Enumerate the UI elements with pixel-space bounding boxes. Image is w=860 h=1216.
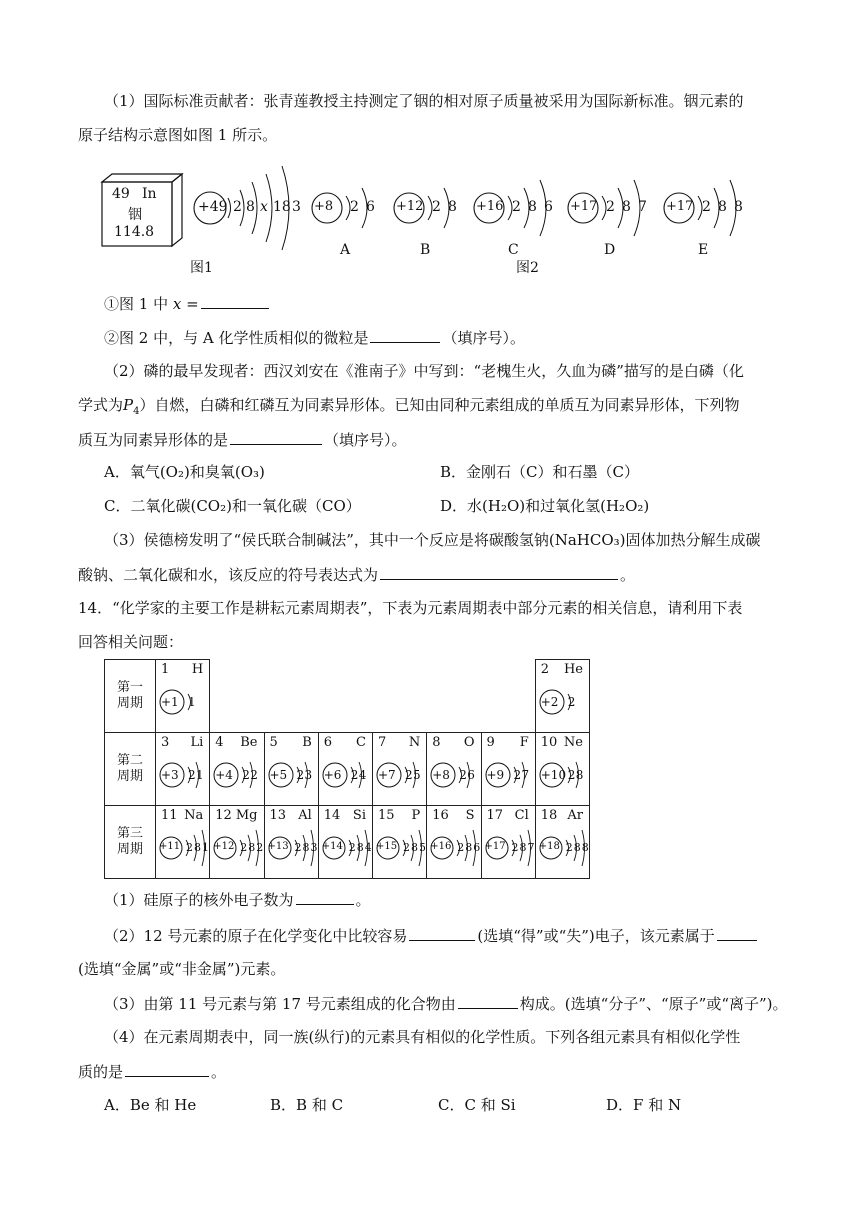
shell-electrons: 2	[348, 841, 356, 854]
atomic-number: 4	[215, 735, 224, 750]
element-symbol: Li	[190, 735, 204, 750]
atomic-number: 1	[161, 662, 170, 677]
element-symbol: C	[356, 735, 366, 750]
atomic-number: 12	[215, 808, 232, 823]
figure-1-label: 图1	[190, 260, 213, 276]
nucleus-charge: +5	[269, 768, 288, 782]
nucleus-charge: +2	[540, 695, 559, 709]
element-cell-al	[264, 806, 318, 879]
element-symbol: P	[411, 808, 421, 823]
atom-diagram-b	[392, 170, 484, 246]
element-symbol: Mg	[235, 808, 258, 823]
shell-electrons: 2	[512, 199, 521, 215]
element-symbol: N	[408, 735, 421, 750]
shell-electrons: 2	[242, 768, 250, 782]
element-cell-o	[427, 733, 481, 806]
shell-electrons: 3	[304, 768, 313, 782]
indium-number: 49	[112, 186, 130, 202]
nucleus-charge: +16	[476, 199, 504, 214]
answer-blank-si-electrons[interactable]	[296, 889, 354, 905]
atomic-number: 5	[269, 735, 278, 750]
nucleus-charge: +8	[432, 768, 450, 782]
shell-electrons: 2	[565, 841, 573, 854]
shell-electrons: 4	[358, 768, 367, 782]
element-symbol: S	[465, 808, 475, 823]
q13-p2-line2: 学式为$P_4$）自燃，白磷和红磷互为同素异形体。已知由同种元素组成的单质互为同素异形体，下列物	[78, 396, 740, 417]
q13-p1-line1: （1）国际标准贡献者：张青莲教授主持测定了铟的相对原子质量被采用为国际新标准。铟元素的	[104, 92, 744, 110]
element-symbol: He	[563, 662, 583, 677]
nucleus-charge: +3	[161, 768, 179, 782]
indium-name: 铟	[128, 207, 142, 223]
atomic-number: 13	[269, 808, 287, 823]
atomic-number: 2	[540, 662, 550, 677]
shell-electrons: 2	[702, 199, 711, 215]
q13-p2-line3: 质互为同素异形体的是 （填序号）。	[78, 431, 407, 449]
shell-electrons: 2	[432, 199, 441, 215]
element-cell-b	[264, 733, 318, 806]
atomic-number: 8	[432, 735, 441, 750]
element-cell-si	[318, 806, 372, 879]
indium-shell-3: x	[260, 199, 268, 215]
element-cell-s	[427, 806, 481, 879]
shell-electrons: 2	[240, 841, 248, 854]
q13-option-c[interactable]: C．二氧化碳(CO₂)和一氧化碳（CO）	[104, 497, 361, 515]
shell-electrons: 2	[567, 768, 576, 782]
shell-electrons: 7	[527, 841, 535, 854]
atomic-number: 18	[540, 808, 558, 823]
nucleus-charge: +18	[538, 841, 560, 852]
indium-element-box	[100, 172, 184, 248]
atom-diagram-e	[662, 170, 770, 246]
shell-electrons: 6	[473, 841, 481, 854]
shell-electrons: 2	[405, 768, 413, 782]
nucleus-charge: +15	[376, 841, 398, 852]
shell-electrons: 7	[638, 199, 647, 215]
nucleus-charge: +13	[267, 841, 289, 852]
option-label-e: E	[698, 242, 709, 258]
q14-option-c[interactable]: C．C 和 Si	[438, 1096, 516, 1114]
q13-option-b[interactable]: B．金刚石（C）和石墨（C）	[440, 463, 639, 481]
shell-electrons: 8	[248, 841, 256, 854]
q13-option-a[interactable]: A．氧气(O₂)和臭氧(O₃)	[104, 463, 265, 481]
nucleus-charge: +4	[215, 768, 233, 782]
indium-nucleus: +49	[198, 199, 228, 215]
element-symbol: Na	[184, 808, 204, 823]
answer-blank-similar-elements[interactable]	[125, 1061, 209, 1077]
indium-shell-4: 18	[273, 199, 291, 215]
answer-blank-gain-lose[interactable]	[409, 925, 475, 941]
option-label-c: C	[508, 242, 519, 258]
q14-s3: （3）由第 11 号元素与第 17 号元素组成的化合物由 构成。(选填“分子”、“原子”或“离子”)。	[104, 995, 788, 1013]
shell-electrons: 2	[350, 768, 359, 782]
atomic-number: 15	[378, 808, 395, 823]
element-symbol: Si	[352, 808, 366, 823]
figure-2-label: 图2	[516, 260, 539, 276]
answer-blank-metal[interactable]	[717, 925, 757, 941]
atomic-number: 16	[432, 808, 449, 823]
atomic-number: 17	[486, 808, 504, 823]
shell-electrons: 6	[366, 199, 375, 215]
q14-s4-line2: 质的是 。	[78, 1063, 227, 1081]
indium-symbol: In	[142, 186, 157, 202]
shell-electrons: 8	[734, 199, 743, 215]
nucleus-charge: +17	[570, 199, 598, 214]
element-symbol: F	[519, 735, 529, 750]
q14-s1: （1）硅原子的核外电子数为 。	[104, 891, 371, 909]
element-symbol: B	[302, 735, 312, 750]
shell-electrons: 2	[457, 841, 465, 854]
q14-s4-line1: （4）在元素周期表中，同一族(纵行)的元素具有相似的化学性质。下列各组元素具有相似化学性	[104, 1028, 741, 1046]
nucleus-charge: +7	[378, 768, 396, 782]
indium-shell-2: 8	[246, 199, 255, 215]
q13-option-d[interactable]: D．水(H₂O)和过氧化氢(H₂O₂)	[440, 497, 650, 515]
table-gap	[210, 660, 536, 733]
periodic-table	[104, 659, 590, 879]
nucleus-charge: +17	[666, 199, 694, 214]
element-cell-h	[156, 660, 210, 733]
shell-electrons: 2	[511, 841, 519, 854]
nucleus-charge: +8	[314, 199, 334, 214]
element-cell-n	[373, 733, 427, 806]
element-symbol: Al	[298, 808, 312, 823]
atomic-number: 7	[378, 735, 387, 750]
atomic-number: 11	[161, 808, 178, 823]
q13-p3-line1: （3）侯德榜发明了“侯氏联合制碱法”，其中一个反应是将碳酸氢钠(NaHCO₃)固体加热分解生成碳	[104, 531, 761, 549]
shell-electrons: 2	[513, 768, 522, 782]
element-symbol: H	[191, 662, 204, 677]
nucleus-charge: +9	[486, 768, 505, 782]
element-cell-be	[210, 733, 264, 806]
shell-electrons: 1	[188, 695, 196, 709]
period-1-label: 第一 周期	[105, 660, 156, 733]
element-cell-p	[373, 806, 427, 879]
element-symbol: Be	[240, 735, 258, 750]
shell-electrons: 2	[256, 841, 264, 854]
q14-s2: （2）12 号元素的原子在化学变化中比较容易 (选填“得”或“失”)电子，该元素属于	[104, 925, 759, 946]
shell-electrons: 5	[413, 768, 421, 782]
answer-blank-equation[interactable]	[380, 564, 618, 580]
element-cell-cl	[481, 806, 535, 879]
indium-mass: 114.8	[114, 224, 155, 240]
element-cell-li	[156, 733, 210, 806]
shell-electrons: 8	[356, 841, 364, 854]
nucleus-charge: +16	[430, 841, 452, 852]
shell-electrons: 2	[403, 841, 410, 854]
shell-electrons: 2	[459, 768, 467, 782]
option-label-d: D	[604, 242, 616, 258]
period-3-label: 第三 周期	[105, 806, 156, 879]
q14-s2-cont: (选填“金属”或“非金属”)元素。	[78, 960, 286, 978]
nucleus-charge: +11	[159, 841, 181, 852]
atomic-number: 6	[323, 735, 333, 750]
q13-p2-line1: （2）磷的最早发现者：西汉刘安在《淮南子》中写到：“老槐生火，久血为磷”描写的是白磷（化	[104, 362, 744, 380]
shell-electrons: 2	[186, 841, 193, 854]
element-symbol: O	[463, 735, 475, 750]
q13-p1-line2: 原子结构示意图如图 1 所示。	[78, 126, 278, 144]
indium-shell-5: 3	[292, 199, 301, 215]
q14-line1: 14．“化学家的主要工作是耕耘元素周期表”，下表为元素周期表中部分元素的相关信息，请利用下表	[78, 599, 743, 617]
shell-electrons: 6	[467, 768, 475, 782]
shell-electrons: 2	[188, 768, 196, 782]
element-symbol: Cl	[514, 808, 529, 823]
option-label-a: A	[340, 242, 351, 258]
q14-option-b[interactable]: B．B 和 C	[270, 1096, 344, 1114]
q14-line2: 回答相关问题：	[78, 633, 184, 651]
shell-electrons: 6	[544, 199, 553, 215]
shell-electrons: 5	[419, 841, 426, 854]
answer-blank-similar[interactable]	[370, 327, 440, 343]
atomic-number: 14	[323, 808, 341, 823]
period-2-label: 第二 周期	[105, 733, 156, 806]
shell-electrons: 2	[350, 199, 359, 215]
element-symbol: Ne	[563, 735, 583, 750]
indium-atom-diagram	[190, 160, 310, 256]
nucleus-charge: +14	[321, 841, 343, 852]
element-cell-ar	[535, 806, 589, 879]
shell-electrons: 8	[194, 841, 201, 854]
shell-electrons: 8	[718, 199, 727, 215]
shell-electrons: 8	[581, 841, 589, 854]
atom-diagram-a	[310, 170, 402, 246]
element-cell-c	[318, 733, 372, 806]
shell-electrons: 8	[519, 841, 527, 854]
nucleus-charge: +10	[540, 768, 567, 782]
q14-option-a[interactable]: A．Be 和 He	[104, 1096, 197, 1114]
atomic-number: 10	[540, 735, 558, 750]
element-cell-na	[156, 806, 210, 879]
shell-electrons: 8	[411, 841, 418, 854]
shell-electrons: 2	[294, 841, 302, 854]
atom-diagram-c	[472, 170, 580, 246]
shell-electrons: 1	[196, 768, 204, 782]
q13-p3-line2: 酸钠、二氧化碳和水，该反应的符号表达式为 。	[78, 566, 636, 584]
element-symbol: Ar	[567, 808, 583, 823]
element-cell-he	[535, 660, 589, 733]
shell-electrons: 8	[448, 199, 457, 215]
option-label-b: B	[420, 242, 431, 258]
nucleus-charge: +6	[323, 768, 342, 782]
shell-electrons: 3	[310, 841, 318, 854]
atom-diagram-d	[566, 170, 674, 246]
shell-electrons: 8	[622, 199, 631, 215]
nucleus-charge: +12	[396, 199, 424, 214]
shell-electrons: 8	[528, 199, 537, 215]
shell-electrons: 2	[567, 695, 576, 709]
element-cell-ne	[535, 733, 589, 806]
q13-sub2: ②图 2 中，与 A 化学性质相似的微粒是 （填序号）。	[104, 329, 525, 347]
element-cell-mg	[210, 806, 264, 879]
shell-electrons: 2	[250, 768, 258, 782]
answer-blank-particle[interactable]	[458, 993, 518, 1009]
q14-option-d[interactable]: D．F 和 N	[606, 1096, 682, 1114]
atomic-number: 3	[161, 735, 170, 750]
shell-electrons: 8	[573, 841, 581, 854]
shell-electrons: 4	[364, 841, 372, 854]
answer-blank-x[interactable]	[201, 293, 269, 309]
shell-electrons: 7	[521, 768, 530, 782]
q13-sub1: ①图 1 中 x =	[104, 293, 271, 314]
shell-electrons: 8	[302, 841, 310, 854]
shell-electrons: 2	[296, 768, 305, 782]
indium-shell-1: 2	[233, 199, 242, 215]
shell-electrons: 8	[465, 841, 473, 854]
shell-electrons: 8	[575, 768, 584, 782]
element-cell-f	[481, 733, 535, 806]
atomic-number: 9	[486, 735, 495, 750]
nucleus-charge: +17	[484, 841, 506, 852]
shell-electrons: 1	[202, 841, 209, 854]
answer-blank-allotrope[interactable]	[230, 429, 322, 445]
nucleus-charge: +12	[213, 841, 235, 852]
nucleus-charge: +1	[161, 695, 179, 709]
shell-electrons: 2	[606, 199, 615, 215]
